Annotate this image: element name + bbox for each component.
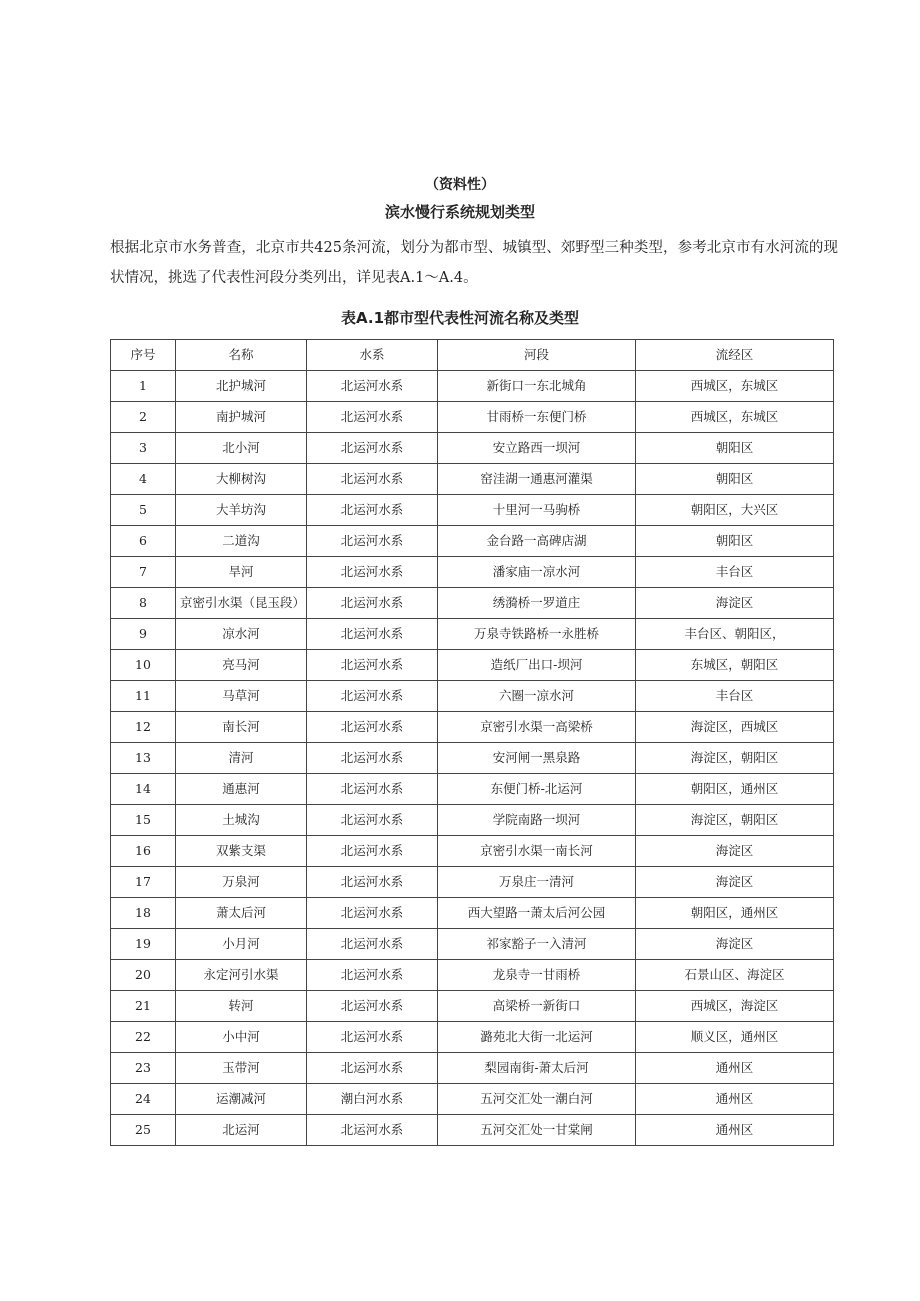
- cell-river-section: 京密引水渠一高梁桥: [438, 712, 636, 743]
- cell-name: 北小河: [176, 433, 307, 464]
- cell-name: 永定河引水渠: [176, 960, 307, 991]
- cell-water-system: 北运河水系: [307, 805, 438, 836]
- cell-districts: 朝阳区: [636, 526, 834, 557]
- cell-water-system: 北运河水系: [307, 1053, 438, 1084]
- cell-districts: 朝阳区，大兴区: [636, 495, 834, 526]
- cell-name: 小月河: [176, 929, 307, 960]
- cell-districts: 西城区，东城区: [636, 371, 834, 402]
- cell-name: 马草河: [176, 681, 307, 712]
- cell-name: 双紫支渠: [176, 836, 307, 867]
- cell-districts: 朝阳区: [636, 464, 834, 495]
- cell-river-section: 学院南路一坝河: [438, 805, 636, 836]
- table-row: [111, 743, 834, 774]
- table-row: [111, 495, 834, 526]
- table-row: [111, 836, 834, 867]
- table-row: [111, 774, 834, 805]
- cell-water-system: 北运河水系: [307, 526, 438, 557]
- cell-river-section: 潘家庙一凉水河: [438, 557, 636, 588]
- cell-name: 转河: [176, 991, 307, 1022]
- cell-index: 12: [111, 712, 176, 743]
- table-row: [111, 588, 834, 619]
- table-row: [111, 681, 834, 712]
- cell-river-section: 十里河一马驹桥: [438, 495, 636, 526]
- cell-districts: 海淀区: [636, 867, 834, 898]
- cell-river-section: 六圈一凉水河: [438, 681, 636, 712]
- table-row: [111, 619, 834, 650]
- header-index: 序号: [111, 340, 176, 371]
- intro-paragraph: 根据北京市水务普查，北京市共425条河流，划分为都市型、城镇型、郊野型三种类型，参考北京市有水河流的现状情况，挑选了代表性河段分类列出，详见表A.1～A.4。: [110, 240, 838, 286]
- annex-label: （资料性）: [425, 177, 495, 193]
- cell-name: 玉带河: [176, 1053, 307, 1084]
- cell-districts: 通州区: [636, 1053, 834, 1084]
- cell-districts: 朝阳区，通州区: [636, 774, 834, 805]
- cell-index: 2: [111, 402, 176, 433]
- cell-name: 南长河: [176, 712, 307, 743]
- cell-water-system: 北运河水系: [307, 898, 438, 929]
- cell-index: 3: [111, 433, 176, 464]
- cell-name: 运潮减河: [176, 1084, 307, 1115]
- cell-index: 5: [111, 495, 176, 526]
- cell-districts: 海淀区: [636, 588, 834, 619]
- cell-districts: 顺义区，通州区: [636, 1022, 834, 1053]
- cell-water-system: 北运河水系: [307, 588, 438, 619]
- cell-water-system: 北运河水系: [307, 433, 438, 464]
- cell-index: 7: [111, 557, 176, 588]
- table-row: [111, 1084, 834, 1115]
- header-river-section: 河段: [438, 340, 636, 371]
- cell-index: 4: [111, 464, 176, 495]
- cell-districts: 海淀区: [636, 929, 834, 960]
- table-row: [111, 557, 834, 588]
- cell-water-system: 北运河水系: [307, 712, 438, 743]
- cell-index: 9: [111, 619, 176, 650]
- cell-index: 14: [111, 774, 176, 805]
- table-row: [111, 402, 834, 433]
- cell-water-system: 北运河水系: [307, 743, 438, 774]
- cell-name: 二道沟: [176, 526, 307, 557]
- header-name: 名称: [176, 340, 307, 371]
- cell-water-system: 北运河水系: [307, 929, 438, 960]
- cell-index: 25: [111, 1115, 176, 1146]
- cell-districts: 朝阳区，通州区: [636, 898, 834, 929]
- cell-name: 凉水河: [176, 619, 307, 650]
- cell-water-system: 北运河水系: [307, 681, 438, 712]
- cell-river-section: 西大望路一萧太后河公园: [438, 898, 636, 929]
- cell-river-section: 五河交汇处一甘棠闸: [438, 1115, 636, 1146]
- table-row: [111, 526, 834, 557]
- cell-districts: 海淀区，朝阳区: [636, 743, 834, 774]
- header-water-system: 水系: [307, 340, 438, 371]
- cell-districts: 海淀区: [636, 836, 834, 867]
- cell-water-system: 北运河水系: [307, 836, 438, 867]
- cell-name: 大羊坊沟: [176, 495, 307, 526]
- cell-districts: 海淀区，西城区: [636, 712, 834, 743]
- cell-river-section: 绣漪桥一罗道庄: [438, 588, 636, 619]
- cell-name: 亮马河: [176, 650, 307, 681]
- header-districts: 流经区: [636, 340, 834, 371]
- cell-name: 京密引水渠（昆玉段）: [176, 588, 307, 619]
- table-row: [111, 898, 834, 929]
- cell-name: 北护城河: [176, 371, 307, 402]
- cell-water-system: 北运河水系: [307, 1115, 438, 1146]
- cell-river-section: 五河交汇处一潮白河: [438, 1084, 636, 1115]
- cell-districts: 丰台区、朝阳区，: [636, 619, 834, 650]
- cell-river-section: 万泉寺铁路桥一永胜桥: [438, 619, 636, 650]
- table-row: [111, 805, 834, 836]
- cell-index: 8: [111, 588, 176, 619]
- cell-index: 16: [111, 836, 176, 867]
- cell-river-section: 新街口一东北城角: [438, 371, 636, 402]
- table-row: [111, 371, 834, 402]
- cell-water-system: 北运河水系: [307, 371, 438, 402]
- cell-river-section: 安立路西一坝河: [438, 433, 636, 464]
- cell-index: 24: [111, 1084, 176, 1115]
- cell-index: 6: [111, 526, 176, 557]
- cell-river-section: 潞苑北大街一北运河: [438, 1022, 636, 1053]
- table-row: [111, 433, 834, 464]
- table-header-row: [111, 340, 834, 371]
- cell-index: 23: [111, 1053, 176, 1084]
- cell-water-system: 北运河水系: [307, 619, 438, 650]
- cell-districts: 海淀区，朝阳区: [636, 805, 834, 836]
- cell-index: 1: [111, 371, 176, 402]
- cell-water-system: 北运河水系: [307, 774, 438, 805]
- table-row: [111, 1053, 834, 1084]
- cell-water-system: 北运河水系: [307, 557, 438, 588]
- cell-districts: 西城区，海淀区: [636, 991, 834, 1022]
- cell-index: 10: [111, 650, 176, 681]
- table-row: [111, 929, 834, 960]
- cell-river-section: 安河闸一黑泉路: [438, 743, 636, 774]
- cell-river-section: 造纸厂出口-坝河: [438, 650, 636, 681]
- cell-index: 15: [111, 805, 176, 836]
- cell-water-system: 潮白河水系: [307, 1084, 438, 1115]
- table-row: [111, 1022, 834, 1053]
- cell-river-section: 高梁桥一新街口: [438, 991, 636, 1022]
- cell-name: 旱河: [176, 557, 307, 588]
- cell-index: 21: [111, 991, 176, 1022]
- cell-districts: 东城区，朝阳区: [636, 650, 834, 681]
- cell-water-system: 北运河水系: [307, 650, 438, 681]
- cell-index: 11: [111, 681, 176, 712]
- cell-name: 清河: [176, 743, 307, 774]
- cell-water-system: 北运河水系: [307, 495, 438, 526]
- cell-name: 通惠河: [176, 774, 307, 805]
- cell-name: 万泉河: [176, 867, 307, 898]
- cell-index: 19: [111, 929, 176, 960]
- cell-districts: 通州区: [636, 1084, 834, 1115]
- table-row: [111, 1115, 834, 1146]
- cell-name: 南护城河: [176, 402, 307, 433]
- cell-index: 13: [111, 743, 176, 774]
- cell-river-section: 梨园南街-萧太后河: [438, 1053, 636, 1084]
- cell-districts: 西城区，东城区: [636, 402, 834, 433]
- cell-name: 北运河: [176, 1115, 307, 1146]
- table-row: [111, 991, 834, 1022]
- table-row: [111, 867, 834, 898]
- cell-districts: 石景山区、海淀区: [636, 960, 834, 991]
- table-row: [111, 960, 834, 991]
- river-table: [110, 339, 834, 1146]
- cell-index: 20: [111, 960, 176, 991]
- table-caption: 表A.1都市型代表性河流名称及类型: [340, 309, 580, 327]
- cell-name: 土城沟: [176, 805, 307, 836]
- cell-index: 17: [111, 867, 176, 898]
- cell-index: 18: [111, 898, 176, 929]
- cell-river-section: 万泉庄一清河: [438, 867, 636, 898]
- cell-river-section: 龙泉寺一甘雨桥: [438, 960, 636, 991]
- table-row: [111, 464, 834, 495]
- cell-water-system: 北运河水系: [307, 402, 438, 433]
- cell-river-section: 甘雨桥一东便门桥: [438, 402, 636, 433]
- cell-river-section: 窑洼湖一通惠河灌渠: [438, 464, 636, 495]
- cell-river-section: 东便门桥-北运河: [438, 774, 636, 805]
- cell-name: 小中河: [176, 1022, 307, 1053]
- document-title: 滨水慢行系统规划类型: [384, 203, 535, 221]
- cell-water-system: 北运河水系: [307, 1022, 438, 1053]
- cell-river-section: 祁家豁子一入清河: [438, 929, 636, 960]
- cell-districts: 丰台区: [636, 557, 834, 588]
- cell-districts: 朝阳区: [636, 433, 834, 464]
- cell-index: 22: [111, 1022, 176, 1053]
- table-row: [111, 712, 834, 743]
- cell-water-system: 北运河水系: [307, 867, 438, 898]
- cell-name: 大柳树沟: [176, 464, 307, 495]
- cell-name: 萧太后河: [176, 898, 307, 929]
- cell-water-system: 北运河水系: [307, 991, 438, 1022]
- cell-river-section: 京密引水渠一南长河: [438, 836, 636, 867]
- cell-districts: 丰台区: [636, 681, 834, 712]
- cell-water-system: 北运河水系: [307, 464, 438, 495]
- cell-districts: 通州区: [636, 1115, 834, 1146]
- cell-river-section: 金台路一高碑店湖: [438, 526, 636, 557]
- table-row: [111, 650, 834, 681]
- cell-water-system: 北运河水系: [307, 960, 438, 991]
